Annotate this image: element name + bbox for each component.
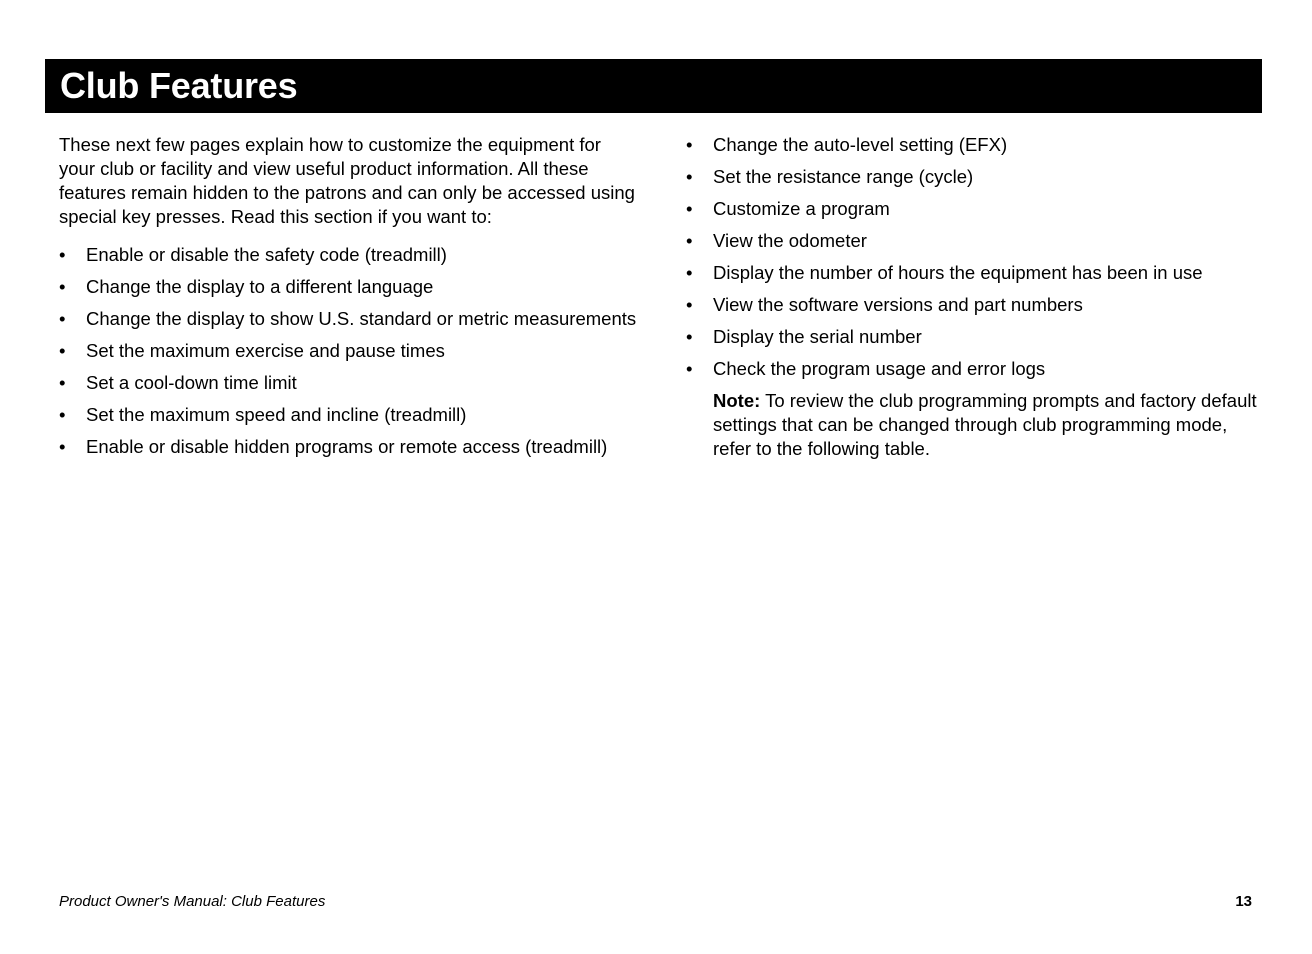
list-item-text: Set the maximum exercise and pause times bbox=[86, 340, 445, 361]
list-item-text: Display the serial number bbox=[713, 326, 922, 347]
right-column bbox=[686, 133, 1262, 461]
bullet-icon: • bbox=[686, 134, 693, 155]
section-title-bar bbox=[45, 59, 1262, 113]
list-item-text: Change the auto-level setting (EFX) bbox=[713, 134, 1008, 155]
list-item-text: Set a cool-down time limit bbox=[86, 372, 297, 393]
bullet-icon: • bbox=[686, 262, 693, 283]
page-title: Club Features bbox=[60, 65, 298, 106]
list-item bbox=[686, 325, 1262, 349]
right-bullet-list bbox=[686, 133, 1262, 381]
list-item bbox=[686, 357, 1262, 381]
bullet-icon: • bbox=[686, 230, 693, 251]
list-item bbox=[59, 435, 639, 459]
list-item bbox=[59, 403, 639, 427]
page-number: 13 bbox=[1235, 893, 1252, 910]
list-item bbox=[59, 243, 639, 267]
bullet-icon: • bbox=[59, 404, 66, 425]
note-text: To review the club programming prompts and factory default settings that can be changed through club programming mode, refer to the following table. bbox=[713, 390, 1257, 459]
intro-paragraph: These next few pages explain how to customize the equipment for your club or facility and view useful product information. All these features remain hidden to the patrons and can only be accessed using special key presses. Read this section if you want to: bbox=[59, 134, 635, 227]
list-item-text: Check the program usage and error logs bbox=[713, 358, 1046, 379]
list-item bbox=[686, 229, 1262, 253]
list-item-text: Enable or disable the safety code (treadmill) bbox=[86, 244, 447, 265]
list-item-text: Set the maximum speed and incline (treadmill) bbox=[86, 404, 467, 425]
list-item-text: Display the number of hours the equipment has been in use bbox=[713, 262, 1203, 283]
list-item-text: Change the display to show U.S. standard or metric measurements bbox=[86, 308, 637, 329]
list-item bbox=[686, 293, 1262, 317]
list-item bbox=[59, 275, 639, 299]
list-item-text: Customize a program bbox=[713, 198, 890, 219]
list-item-text: View the odometer bbox=[713, 230, 867, 251]
list-item bbox=[59, 371, 639, 395]
bullet-icon: • bbox=[59, 244, 66, 265]
list-item-text: Set the resistance range (cycle) bbox=[713, 166, 974, 187]
footer-manual-title: Product Owner's Manual: Club Features bbox=[59, 893, 326, 910]
list-item bbox=[686, 197, 1262, 221]
bullet-icon: • bbox=[686, 198, 693, 219]
bullet-icon: • bbox=[686, 326, 693, 347]
left-column bbox=[59, 133, 639, 467]
note-label: Note: bbox=[713, 390, 761, 411]
bullet-icon: • bbox=[59, 372, 66, 393]
bullet-icon: • bbox=[59, 276, 66, 297]
list-item-text: Change the display to a different language bbox=[86, 276, 434, 297]
list-item bbox=[686, 261, 1262, 285]
list-item-text: Enable or disable hidden programs or remote access (treadmill) bbox=[86, 436, 608, 457]
bullet-icon: • bbox=[686, 358, 693, 379]
list-item bbox=[686, 133, 1262, 157]
note-paragraph bbox=[713, 389, 1262, 461]
bullet-icon: • bbox=[686, 294, 693, 315]
bullet-icon: • bbox=[59, 308, 66, 329]
bullet-icon: • bbox=[59, 340, 66, 361]
bullet-icon: • bbox=[686, 166, 693, 187]
bullet-icon: • bbox=[59, 436, 66, 457]
list-item bbox=[59, 307, 639, 331]
list-item bbox=[686, 165, 1262, 189]
list-item-text: View the software versions and part numbers bbox=[713, 294, 1083, 315]
list-item bbox=[59, 339, 639, 363]
left-bullet-list bbox=[59, 243, 639, 459]
